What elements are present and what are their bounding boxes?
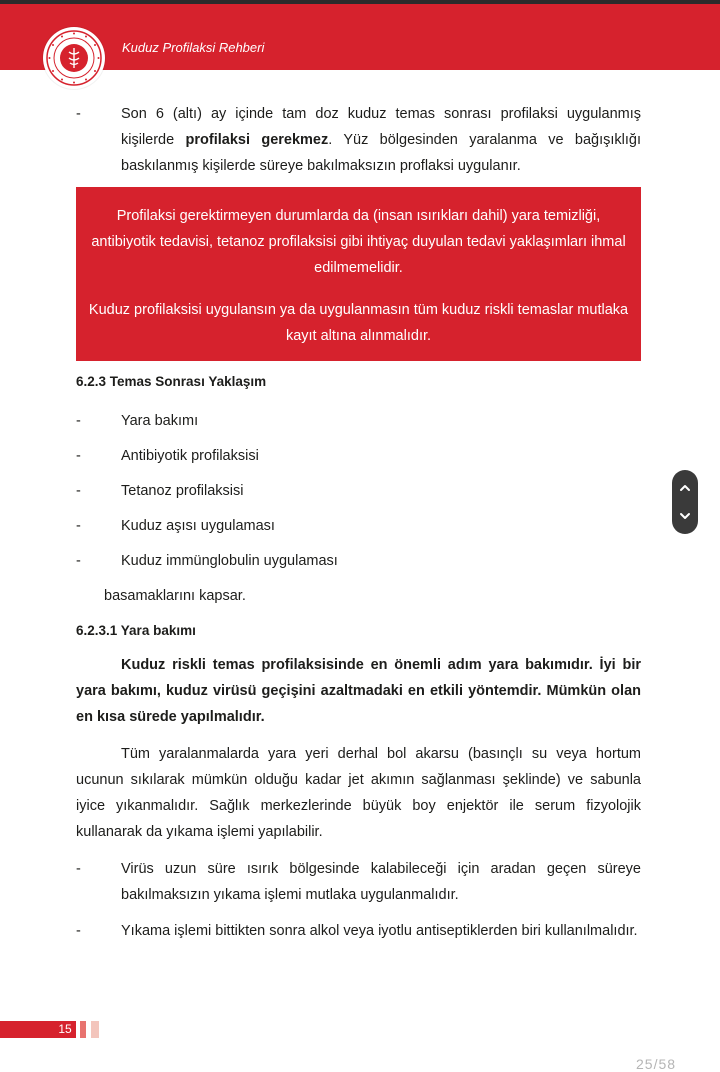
page-number: 15 xyxy=(58,1022,72,1036)
bullet-dash: - xyxy=(76,553,81,569)
header-title: Kuduz Profilaksi Rehberi xyxy=(122,40,265,55)
list-item: Antibiyotik profilaksisi xyxy=(121,448,259,464)
bullet-dash: - xyxy=(76,518,81,534)
bullet-dash: - xyxy=(76,106,81,122)
intro-bullet-text: Son 6 (altı) ay içinde tam doz kuduz temas sonrası profilaksi uygulanmış kişilerde profilaksi gerekmez. Yüz bölgesinden yaralanma ve bağışıklığı baskılanmış kişilerde süreye bakılmaksızın proflaksi uygulanır. xyxy=(121,106,641,174)
ministry-emblem-icon xyxy=(43,27,105,89)
key-paragraph: Kuduz riskli temas profilaksisinde en önemli adım yara bakımıdır. İyi bir yara bakımı, kuduz virüsü geçişini azaltmadaki en etkili yöntemdir. Mümkün olan en kısa sürede yapılmalıdır. xyxy=(76,657,641,725)
intro-bold-phrase: profilaksi gerekmez xyxy=(185,132,329,148)
chevron-up-icon xyxy=(679,482,691,494)
bullet-dash: - xyxy=(76,448,81,464)
list-item: Tetanoz profilaksisi xyxy=(121,483,244,499)
list-item: Virüs uzun süre ısırık bölgesinde kalabileceği için aradan geçen süreye bakılmaksızın yıkama işlemi mutlaka uygulanmalıdır. xyxy=(121,861,641,903)
bullet-dash: - xyxy=(76,483,81,499)
footer-stripe xyxy=(91,1021,99,1038)
footer-stripe xyxy=(80,1021,86,1038)
body-paragraph: Tüm yaralanmalarda yara yeri derhal bol akarsu (basınçlı su veya hortum ucunun sıkılarak mümkün olduğu kadar jet akımın sağlanması şeklinde) ve sabunla iyice yıkanmalıdır. Sağlık merkezlerinde büyük boy enjektör ile serum fizyolojik kullanarak da yıkama işlemi yapılabilir. xyxy=(76,746,641,840)
section-heading-6-2-3: 6.2.3 Temas Sonrası Yaklaşım xyxy=(76,374,267,389)
notice-box xyxy=(76,187,641,361)
notice-paragraph-1: Profilaksi gerektirmeyen durumlarda da (insan ısırıkları dahil) yara temizliği, antibiyotik tedavisi, tetanoz profilaksisi gibi ihtiyaç duyulan tedavi yaklaşımları ihmal edilmemelidir. xyxy=(91,208,626,276)
list-item: Yıkama işlemi bittikten sonra alkol veya iyotlu antiseptiklerden biri kullanılmalıdır. xyxy=(121,923,638,939)
list-closing-text: basamaklarını kapsar. xyxy=(104,588,246,604)
notice-paragraph-2: Kuduz profilaksisi uygulansın ya da uygulanmasın tüm kuduz riskli temaslar mutlaka kayıt altına alınmalıdır. xyxy=(88,302,629,344)
page-scroller xyxy=(672,470,698,534)
list-item: Kuduz aşısı uygulaması xyxy=(121,518,275,534)
scroll-up-button[interactable] xyxy=(672,473,698,503)
page-header xyxy=(0,4,720,70)
bullet-dash: - xyxy=(76,923,81,939)
list-item: Yara bakımı xyxy=(121,413,199,429)
list-item: Kuduz immünglobulin uygulaması xyxy=(121,553,338,569)
section-heading-6-2-3-1: 6.2.3.1 Yara bakımı xyxy=(76,623,196,638)
bullet-dash: - xyxy=(76,413,81,429)
chevron-down-icon xyxy=(679,510,691,522)
scroll-down-button[interactable] xyxy=(672,501,698,531)
page-counter: 25/58 xyxy=(636,1056,677,1072)
bullet-dash: - xyxy=(76,861,81,877)
